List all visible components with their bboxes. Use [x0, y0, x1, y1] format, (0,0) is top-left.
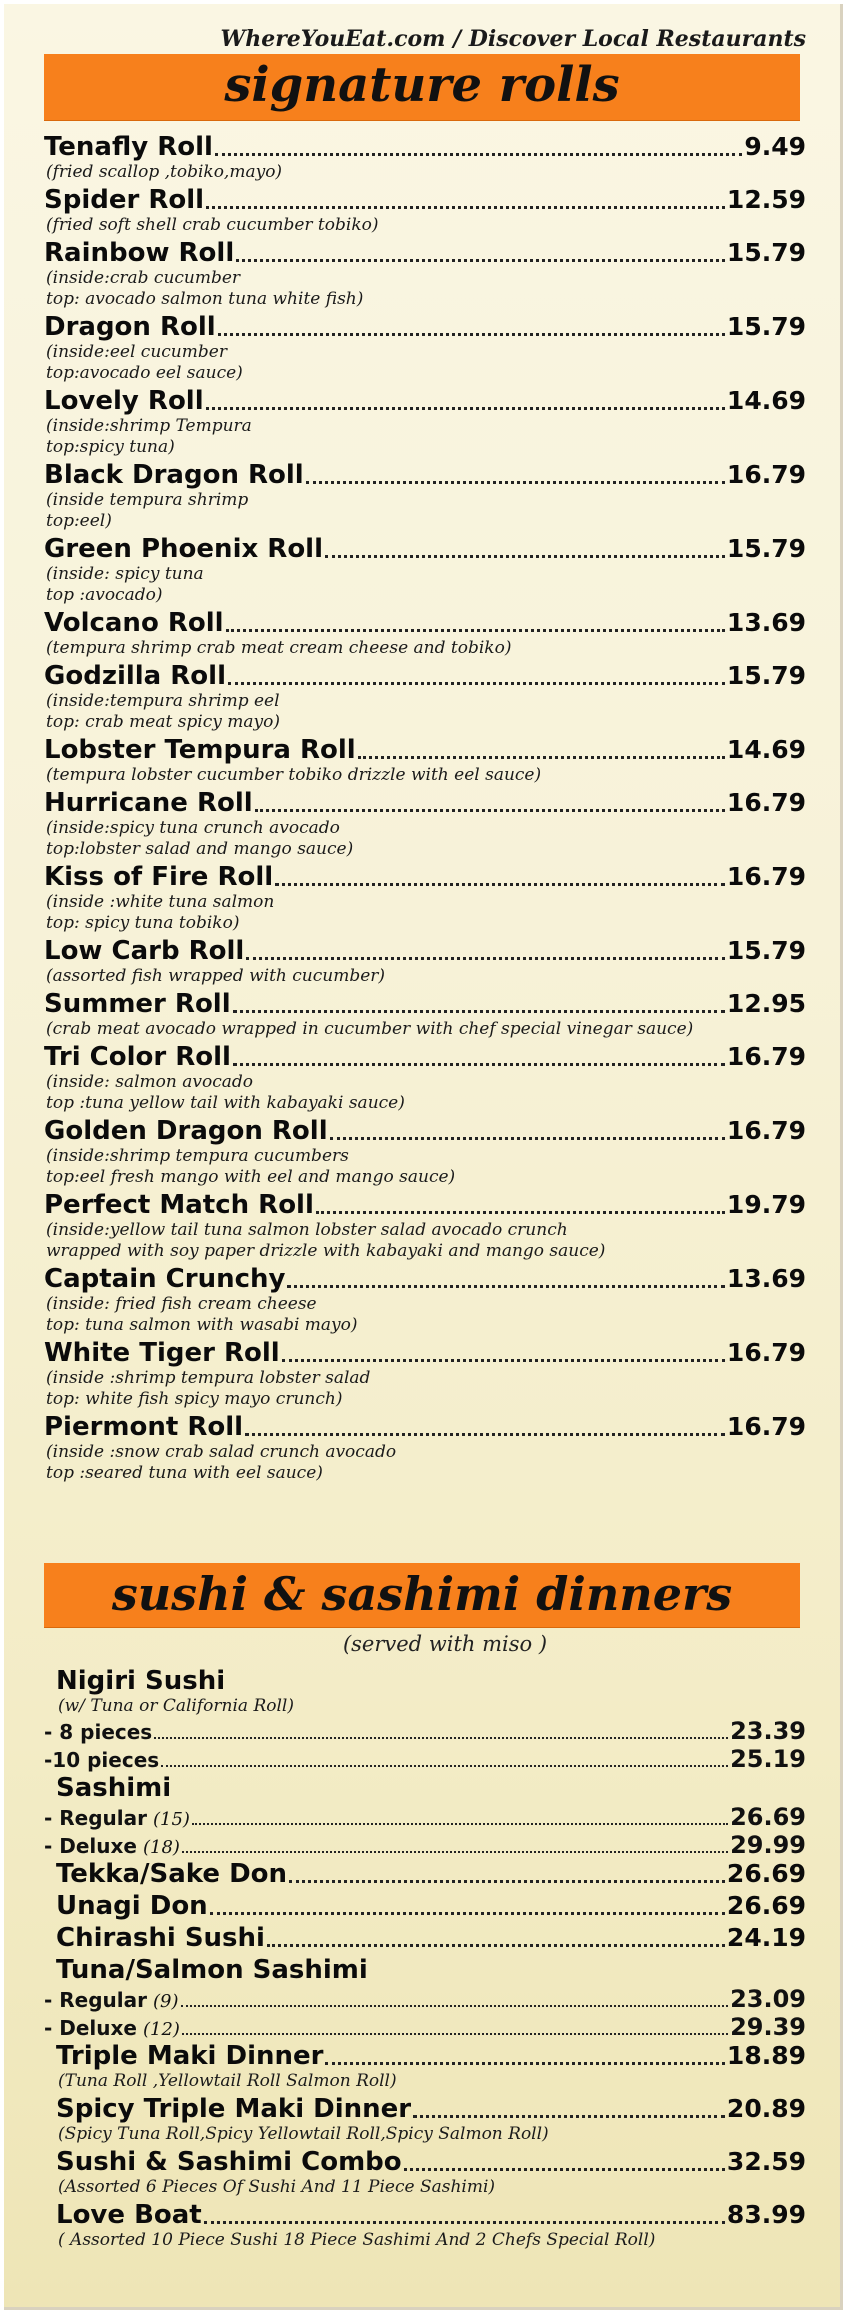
option-row — [44, 1985, 806, 2013]
option-price: 26.69 — [730, 1803, 806, 1831]
option-label: - Regular — [44, 1988, 147, 2012]
tuna-salmon-sashimi-heading: Tuna/Salmon Sashimi — [56, 1955, 368, 1985]
menu-item — [44, 1923, 806, 1953]
item-description: top: tuna salmon with wasabi mayo) — [46, 1315, 358, 1335]
menu-item — [44, 862, 806, 934]
nigiri-options — [44, 1717, 806, 1773]
item-price: 24.19 — [726, 1923, 806, 1952]
served-with-note: (served with miso ) — [342, 1632, 548, 1656]
item-name: Love Boat — [56, 2200, 202, 2230]
leader-dots — [325, 555, 725, 558]
item-name: Kiss of Fire Roll — [44, 862, 274, 892]
menu-item-row — [44, 132, 806, 162]
leader-dots — [246, 957, 725, 960]
item-name: Sushi & Sashimi Combo — [56, 2147, 402, 2177]
item-description: (tempura shrimp crab meat cream cheese and tobiko) — [46, 638, 512, 658]
menu-page — [4, 4, 843, 2310]
menu-item-row — [56, 1859, 806, 1889]
item-description: top: spicy tuna tobiko) — [46, 913, 240, 933]
menu-item-row — [44, 386, 806, 416]
option-label: - 8 pieces — [44, 1720, 153, 1744]
option-label: - Deluxe — [44, 1834, 137, 1858]
item-description: top: crab meat spicy mayo) — [46, 712, 280, 732]
menu-item — [44, 1264, 806, 1336]
leader-dots — [181, 2005, 729, 2007]
option-label: - Deluxe — [44, 2016, 137, 2040]
menu-item-row — [44, 312, 806, 342]
item-name: Tenafly Roll — [44, 132, 213, 162]
leader-dots — [228, 682, 725, 685]
item-name: Chirashi Sushi — [56, 1923, 265, 1953]
item-name: Black Dragon Roll — [44, 460, 304, 490]
menu-item-row — [44, 534, 806, 564]
menu-item-row — [56, 2041, 806, 2071]
leader-dots — [218, 333, 725, 336]
item-description: (inside :white tuna salmon — [46, 892, 275, 912]
item-description: (Spicy Tuna Roll,Spicy Yellowtail Roll,Spicy Salmon Roll) — [58, 2124, 549, 2144]
leader-dots — [226, 629, 725, 632]
item-description: (inside:tempura shrimp eel — [46, 691, 280, 711]
item-price: 15.79 — [726, 534, 806, 563]
option-qty: (9) — [153, 1991, 179, 2012]
item-name: Godzilla Roll — [44, 661, 226, 691]
option-label: -10 pieces — [44, 1748, 160, 1772]
menu-item-row — [44, 788, 806, 818]
leader-dots — [233, 1063, 725, 1066]
item-price: 12.59 — [726, 185, 806, 214]
menu-item-row — [44, 862, 806, 892]
item-price: 16.79 — [726, 1412, 806, 1441]
item-price: 13.69 — [726, 1264, 806, 1293]
option-label: - Regular — [44, 1806, 147, 1830]
menu-item — [44, 460, 806, 532]
menu-item-row — [44, 185, 806, 215]
leader-dots — [206, 206, 725, 209]
item-price: 83.99 — [726, 2200, 806, 2229]
item-name: Tekka/Sake Don — [56, 1859, 288, 1889]
item-description: top :avocado) — [46, 585, 163, 605]
menu-item-row — [44, 608, 806, 638]
item-description: (inside:crab cucumber — [46, 268, 241, 288]
item-price: 16.79 — [726, 862, 806, 891]
menu-item — [44, 2041, 806, 2092]
item-description: top:avocado eel sauce) — [46, 363, 243, 383]
item-description: top:lobster salad and mango sauce) — [46, 839, 354, 859]
leader-dots — [255, 809, 725, 812]
menu-item — [44, 386, 806, 458]
menu-item — [44, 2147, 806, 2198]
option-price: 23.39 — [730, 1717, 806, 1745]
menu-item — [44, 989, 806, 1040]
item-price: 26.69 — [726, 1891, 806, 1920]
item-price: 15.79 — [726, 238, 806, 267]
item-price: 16.79 — [726, 460, 806, 489]
item-name: Lovely Roll — [44, 386, 204, 416]
option-price: 23.09 — [730, 1985, 806, 2013]
leader-dots — [404, 2168, 725, 2171]
leader-dots — [330, 1137, 725, 1140]
menu-item — [44, 1412, 806, 1484]
option-row — [44, 2013, 806, 2041]
item-description: wrapped with soy paper drizzle with kabayaki and mango sauce) — [46, 1241, 606, 1261]
leader-dots — [245, 1433, 725, 1436]
menu-item — [44, 608, 806, 659]
nigiri-note: (w/ Tuna or California Roll) — [58, 1696, 294, 1716]
item-name: Perfect Match Roll — [44, 1190, 314, 1220]
leader-dots — [215, 153, 742, 156]
item-description: (crab meat avocado wrapped in cucumber with chef special vinegar sauce) — [46, 1019, 694, 1039]
nigiri-sushi-heading: Nigiri Sushi — [56, 1666, 226, 1696]
item-price: 15.79 — [726, 936, 806, 965]
leader-dots — [161, 1765, 728, 1767]
item-description: (assorted fish wrapped with cucumber) — [46, 966, 386, 986]
signature-rolls-list — [44, 132, 806, 1486]
item-name: Dragon Roll — [44, 312, 216, 342]
item-name: Green Phoenix Roll — [44, 534, 324, 564]
item-name: Unagi Don — [56, 1891, 208, 1921]
menu-item-row — [56, 2094, 806, 2124]
item-description: (Tuna Roll ,Yellowtail Roll Salmon Roll) — [58, 2071, 397, 2091]
menu-item-row — [56, 1891, 806, 1921]
item-name: Lobster Tempura Roll — [44, 735, 356, 765]
item-description: (inside: spicy tuna — [46, 564, 204, 584]
item-name: Volcano Roll — [44, 608, 224, 638]
sashimi-heading: Sashimi — [56, 1773, 172, 1803]
leader-dots — [267, 1944, 725, 1947]
item-price: 13.69 — [726, 608, 806, 637]
leader-dots — [306, 481, 725, 484]
item-description: (inside:yellow tail tuna salmon lobster salad avocado crunch — [46, 1220, 568, 1240]
menu-item-row — [44, 936, 806, 966]
menu-item-row — [44, 735, 806, 765]
menu-item — [44, 2200, 806, 2251]
item-price: 15.79 — [726, 661, 806, 690]
item-description: (inside:shrimp Tempura — [46, 416, 252, 436]
menu-item — [44, 312, 806, 384]
item-description: top :seared tuna with eel sauce) — [46, 1463, 323, 1483]
leader-dots — [358, 756, 725, 759]
signature-rolls-banner: signature rolls — [44, 54, 800, 120]
menu-item — [44, 1891, 806, 1921]
item-description: (inside tempura shrimp — [46, 490, 249, 510]
item-description: (inside :shrimp tempura lobster salad — [46, 1368, 371, 1388]
menu-item-row — [44, 661, 806, 691]
item-name: Captain Crunchy — [44, 1264, 286, 1294]
item-name: Golden Dragon Roll — [44, 1116, 328, 1146]
menu-item — [44, 238, 806, 310]
menu-item — [44, 132, 806, 183]
don-items — [44, 1859, 806, 1953]
item-description: (inside :snow crab salad crunch avocado — [46, 1442, 397, 1462]
menu-item-row — [44, 460, 806, 490]
option-qty: (15) — [153, 1809, 190, 1830]
leader-dots — [192, 1823, 728, 1825]
menu-item — [44, 1116, 806, 1188]
item-price: 16.79 — [726, 1042, 806, 1071]
leader-dots — [287, 1285, 724, 1288]
item-price: 32.59 — [726, 2147, 806, 2176]
leader-dots — [275, 883, 725, 886]
item-price: 14.69 — [726, 735, 806, 764]
item-price: 26.69 — [726, 1859, 806, 1888]
item-description: (fried soft shell crab cucumber tobiko) — [46, 215, 379, 235]
item-name: White Tiger Roll — [44, 1338, 280, 1368]
menu-item-row — [44, 1338, 806, 1368]
item-description: (inside:eel cucumber — [46, 342, 227, 362]
tuna-salmon-options — [44, 1985, 806, 2041]
item-description: (inside:spicy tuna crunch avocado — [46, 818, 340, 838]
leader-dots — [236, 259, 725, 262]
leader-dots — [182, 2033, 728, 2035]
menu-item — [44, 735, 806, 786]
menu-item-row — [44, 1264, 806, 1294]
menu-item — [44, 788, 806, 860]
leader-dots — [282, 1359, 725, 1362]
menu-item — [44, 661, 806, 733]
item-description: top :tuna yellow tail with kabayaki sauce) — [46, 1093, 405, 1113]
item-price: 14.69 — [726, 386, 806, 415]
item-price: 16.79 — [726, 1338, 806, 1367]
menu-item-row — [56, 2147, 806, 2177]
menu-item — [44, 1190, 806, 1262]
leader-dots — [182, 1851, 728, 1853]
leader-dots — [316, 1211, 725, 1214]
leader-dots — [206, 407, 725, 410]
item-name: Rainbow Roll — [44, 238, 235, 268]
item-price: 19.79 — [726, 1190, 806, 1219]
site-header: WhereYouEat.com / Discover Local Restaurants — [220, 26, 806, 52]
item-price: 15.79 — [726, 312, 806, 341]
leader-dots — [325, 2062, 724, 2065]
menu-item-row — [44, 1042, 806, 1072]
item-description: top:eel) — [46, 511, 112, 531]
item-description: ( Assorted 10 Piece Sushi 18 Piece Sashimi And 2 Chefs Special Roll) — [58, 2230, 656, 2250]
menu-item-row — [44, 1190, 806, 1220]
item-price: 20.89 — [726, 2094, 806, 2123]
option-qty: (18) — [143, 1837, 180, 1858]
leader-dots — [154, 1737, 728, 1739]
menu-item — [44, 1859, 806, 1889]
item-name: Low Carb Roll — [44, 936, 245, 966]
menu-item — [44, 534, 806, 606]
item-description: (tempura lobster cucumber tobiko drizzle with eel sauce) — [46, 765, 542, 785]
item-name: Tri Color Roll — [44, 1042, 231, 1072]
leader-dots — [204, 2221, 725, 2224]
option-price: 29.99 — [730, 1831, 806, 1859]
option-row — [44, 1745, 806, 1773]
item-name: Spider Roll — [44, 185, 205, 215]
menu-item-row — [56, 1923, 806, 1953]
leader-dots — [289, 1880, 725, 1883]
menu-item — [44, 185, 806, 236]
item-description: (Assorted 6 Pieces Of Sushi And 11 Piece Sashimi) — [58, 2177, 496, 2197]
item-price: 18.89 — [726, 2041, 806, 2070]
menu-item — [44, 2094, 806, 2145]
combo-items — [44, 2041, 806, 2251]
item-description: (inside:shrimp tempura cucumbers — [46, 1146, 349, 1166]
item-name: Piermont Roll — [44, 1412, 244, 1442]
item-description: top:spicy tuna) — [46, 437, 175, 457]
leader-dots — [413, 2115, 725, 2118]
item-name: Triple Maki Dinner — [56, 2041, 324, 2071]
dinners-section — [44, 1632, 806, 2253]
item-name: Summer Roll — [44, 989, 231, 1019]
item-description: top: avocado salmon tuna white fish) — [46, 289, 364, 309]
item-price: 12.95 — [726, 989, 806, 1018]
sashimi-options — [44, 1803, 806, 1859]
menu-item-row — [44, 989, 806, 1019]
menu-item — [44, 936, 806, 987]
menu-item-row — [44, 238, 806, 268]
menu-item-row — [44, 1412, 806, 1442]
item-price: 16.79 — [726, 1116, 806, 1145]
menu-item — [44, 1338, 806, 1410]
item-description: top: white fish spicy mayo crunch) — [46, 1389, 343, 1409]
item-description: (fried scallop ,tobiko,mayo) — [46, 162, 283, 182]
option-price: 25.19 — [730, 1745, 806, 1773]
option-row — [44, 1717, 806, 1745]
item-description: top:eel fresh mango with eel and mango sauce) — [46, 1167, 456, 1187]
item-price: 16.79 — [726, 788, 806, 817]
item-name: Hurricane Roll — [44, 788, 253, 818]
option-row — [44, 1831, 806, 1859]
leader-dots — [233, 1010, 725, 1013]
option-row — [44, 1803, 806, 1831]
item-description: (inside: fried fish cream cheese — [46, 1294, 317, 1314]
leader-dots — [210, 1912, 725, 1915]
item-name: Spicy Triple Maki Dinner — [56, 2094, 412, 2124]
item-description: (inside: salmon avocado — [46, 1072, 254, 1092]
item-price: 9.49 — [744, 132, 806, 161]
menu-item — [44, 1042, 806, 1114]
menu-item-row — [44, 1116, 806, 1146]
menu-item-row — [56, 2200, 806, 2230]
option-price: 29.39 — [730, 2013, 806, 2041]
sushi-sashimi-dinners-banner: sushi & sashimi dinners — [44, 1563, 800, 1627]
option-qty: (12) — [143, 2019, 180, 2040]
